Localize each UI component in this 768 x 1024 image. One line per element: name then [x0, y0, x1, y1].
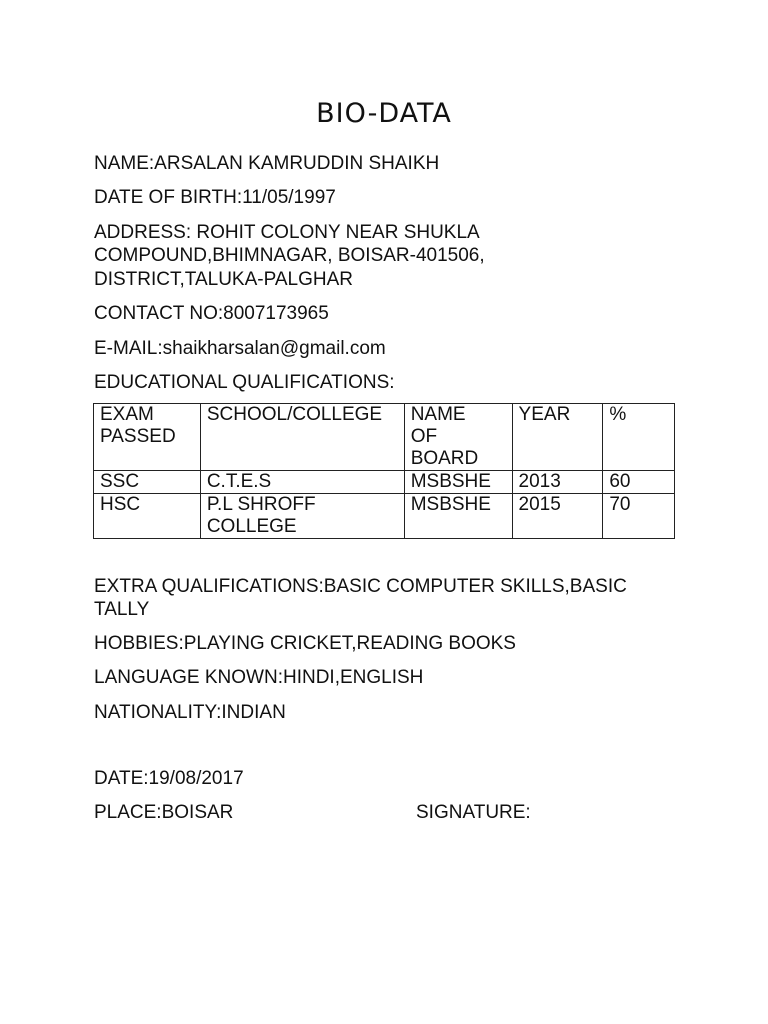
- address-line-1: ADDRESS: ROHIT COLONY NEAR SHUKLA: [94, 222, 480, 243]
- date-line: DATE:19/08/2017: [94, 768, 244, 789]
- table-row: [94, 494, 675, 539]
- cell-year: 2015: [512, 494, 603, 539]
- signature-label: SIGNATURE:: [416, 802, 531, 823]
- language-line: LANGUAGE KNOWN:HINDI,ENGLISH: [94, 667, 424, 688]
- cell-school: C.T.E.S: [200, 471, 404, 494]
- address-line-2: COMPOUND,BHIMNAGAR, BOISAR-401506,: [94, 245, 485, 266]
- cell-exam: SSC: [94, 471, 201, 494]
- cell-school: P.L SHROFF COLLEGE: [200, 494, 404, 539]
- place-line: PLACE:BOISAR: [94, 802, 234, 823]
- cell-percent: 70: [603, 494, 675, 539]
- cell-percent: 60: [603, 471, 675, 494]
- extra-qualifications-line-1: EXTRA QUALIFICATIONS:BASIC COMPUTER SKILLS,BASIC: [94, 576, 627, 597]
- header-board: NAME OF BOARD: [404, 404, 512, 471]
- cell-year: 2013: [512, 471, 603, 494]
- education-heading: EDUCATIONAL QUALIFICATIONS:: [94, 372, 395, 393]
- header-year: YEAR: [512, 404, 603, 471]
- header-exam-passed: EXAM PASSED: [94, 404, 201, 471]
- email-line: E-MAIL:shaikharsalan@gmail.com: [94, 338, 386, 359]
- extra-qualifications-line-2: TALLY: [94, 599, 150, 620]
- address-line-3: DISTRICT,TALUKA-PALGHAR: [94, 269, 354, 290]
- cell-board: MSBSHE: [404, 471, 512, 494]
- hobbies-line: HOBBIES:PLAYING CRICKET,READING BOOKS: [94, 633, 516, 654]
- dob-line: DATE OF BIRTH:11/05/1997: [94, 187, 336, 208]
- nationality-line: NATIONALITY:INDIAN: [94, 702, 286, 723]
- table-header-row: [94, 404, 675, 471]
- education-table: [93, 403, 675, 539]
- header-school-college: SCHOOL/COLLEGE: [200, 404, 404, 471]
- name-line: NAME:ARSALAN KAMRUDDIN SHAIKH: [94, 153, 440, 174]
- header-percent: %: [603, 404, 675, 471]
- table-row: [94, 471, 675, 494]
- contact-line: CONTACT NO:8007173965: [94, 303, 329, 324]
- cell-exam: HSC: [94, 494, 201, 539]
- cell-board: MSBSHE: [404, 494, 512, 539]
- page-title: BIO-DATA: [316, 98, 452, 129]
